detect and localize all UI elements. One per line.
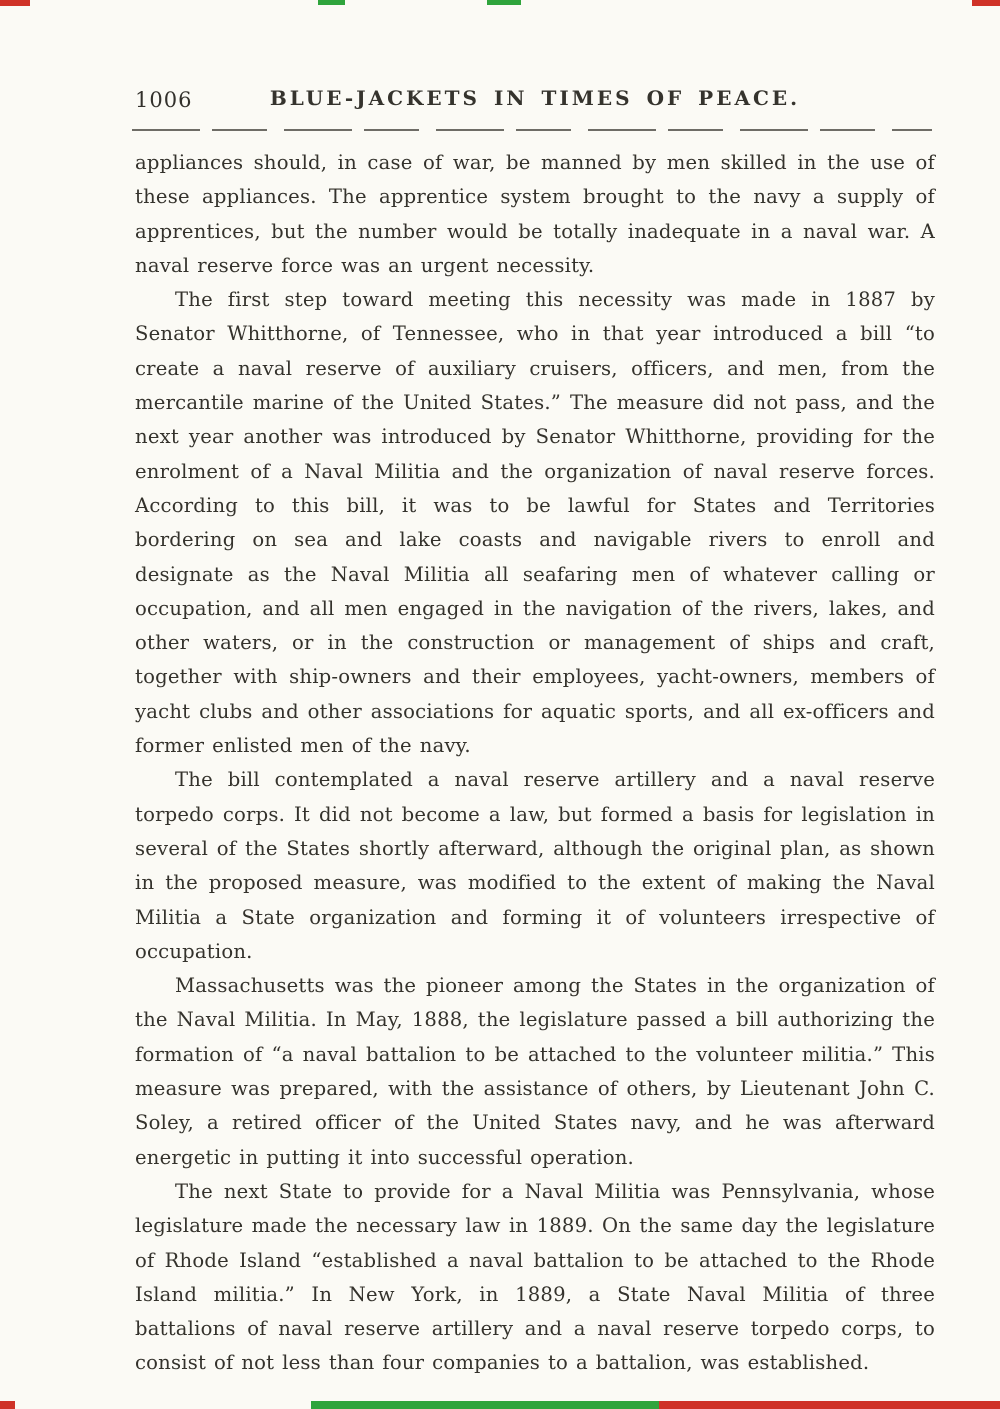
scan-artifact-bottom-red (659, 1401, 1000, 1409)
body-paragraph-first-step: The first step toward meeting this necessity was made in 1887 by Senator Whitthorne, of Tennessee, who in that year introduced a bill “to create a naval reserve of auxiliary cruisers, officers, and men, from the mercantile marine of the United States.” The measure did not pass, and the next year another was introduced by Senator Whitthorne, providing for the enrolment of a Naval Militia and the organization of naval reserve forces. According to this bill, it was to be lawful for States and Territories bordering on sea and lake coasts and navigable rivers to enroll and designate as the Naval Militia all seafaring men of whatever calling or occupation, and all men engaged in the navigation of the rivers, lakes, and other waters, or in the construction or management of ships and craft, together with ship-owners and their employees, yacht-owners, members of yacht clubs and other associations for aquatic sports, and all ex-officers and former enlisted men of the navy. (135, 288, 935, 758)
body-paragraph-bill-contemplated: The bill contemplated a naval reserve artillery and a naval reserve torpedo corps. It did not become a law, but formed a basis for legislation in several of the States shortly afterward, although the original plan, as shown in the proposed measure, was modified to the extent of making the Naval Militia a State organization and forming it of volunteers irrespective of occupation. (135, 768, 935, 963)
page-number: 1006 (135, 88, 193, 112)
scan-artifact-bottom-left-red (0, 1401, 15, 1409)
scan-artifact-bottom-green (311, 1401, 659, 1409)
running-title: BLUE-JACKETS IN TIMES OF PEACE. (269, 86, 801, 110)
body-paragraph-continuation: appliances should, in case of war, be manned by men skilled in the use of these appliances. The apprentice system brought to the navy a supply of apprentices, but the number would be totally inadequate in a naval war. A naval reserve force was an urgent necessity. (135, 151, 935, 277)
scan-artifact-top-right-red (972, 0, 1000, 6)
header-rule (132, 129, 932, 131)
scan-artifact-top-left-red (0, 0, 30, 6)
page-body (135, 146, 935, 1381)
running-head (135, 86, 935, 118)
scan-artifact-top-green-b (487, 0, 521, 5)
body-paragraph-next-state: The next State to provide for a Naval Militia was Pennsylvania, whose legislature made the necessary law in 1889. On the same day the legislature of Rhode Island “established a naval battalion to be attached to the Rhode Island militia.” In New York, in 1889, a State Naval Militia of three battalions of naval reserve artillery and a naval reserve torpedo corps, to consist of not less than four companies to a battalion, was established. (135, 1179, 935, 1375)
body-paragraph-massachusetts: Massachusetts was the pioneer among the States in the organization of the Naval Militia. In May, 1888, the legislature passed a bill authorizing the formation of “a naval battalion to be attached to the volunteer militia.” This measure was prepared, with the assistance of others, by Lieutenant John C. Soley, a retired officer of the United States navy, and he was afterward energetic in putting it into successful operation. (135, 974, 935, 1169)
scan-artifact-top-green-a (318, 0, 345, 5)
